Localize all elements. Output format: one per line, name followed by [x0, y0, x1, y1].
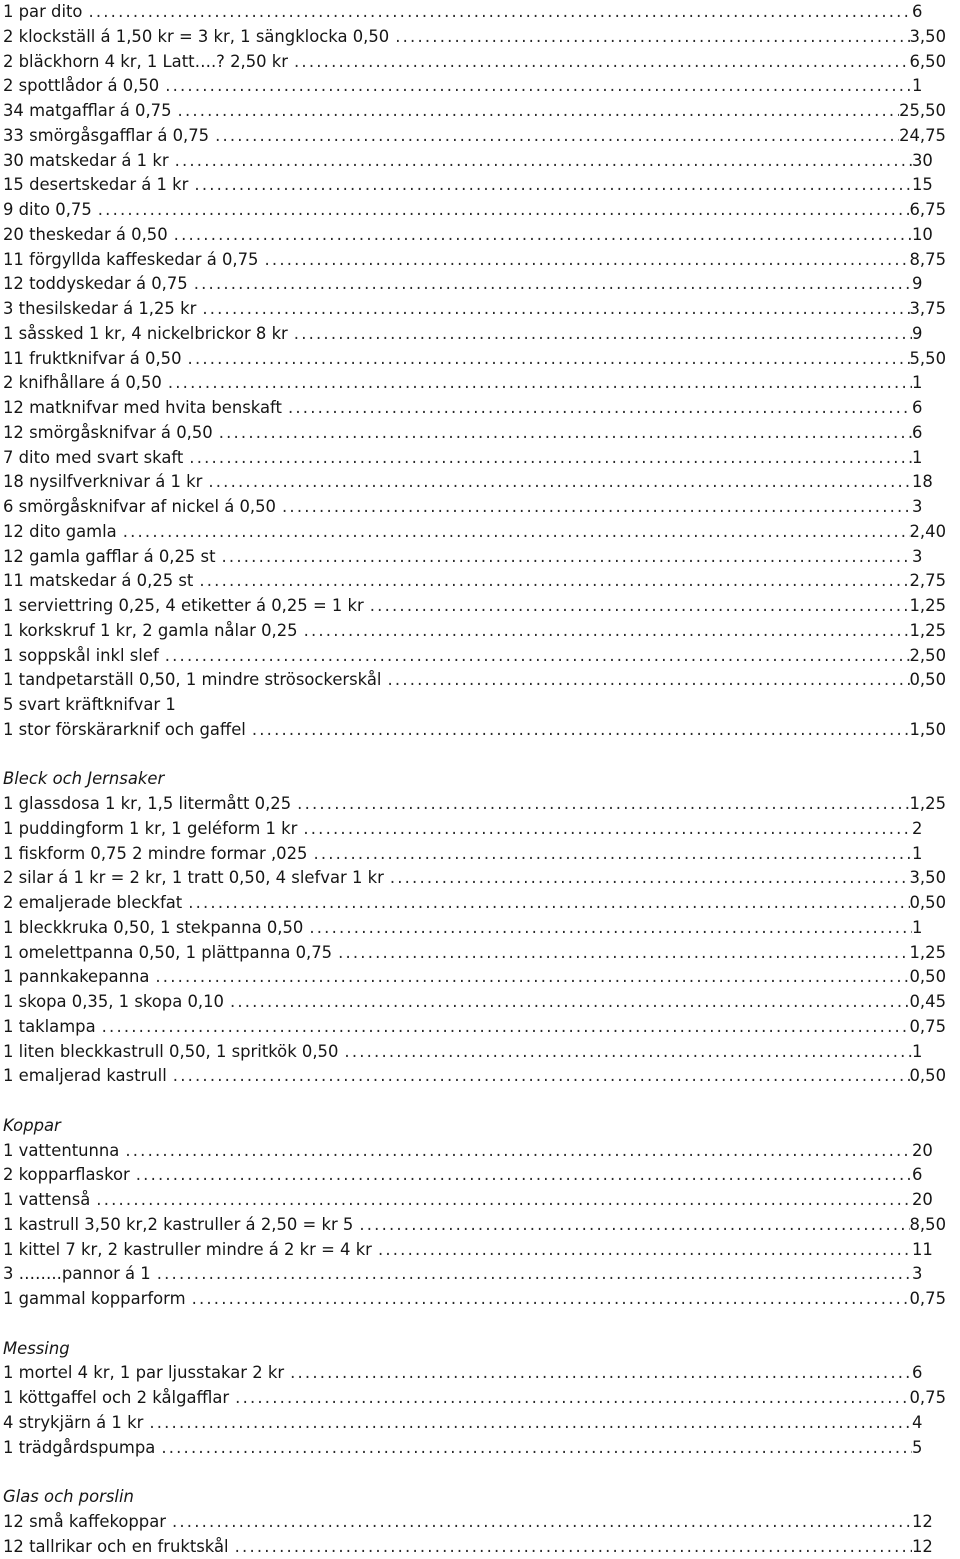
dot-leader	[169, 149, 912, 174]
dot-leader	[307, 842, 912, 867]
item-description: 1 köttgaffel och 2 kålgafflar	[3, 1386, 229, 1411]
item-description: 12 matknifvar med hvita benskaft	[3, 396, 282, 421]
item-amount: 6	[912, 396, 946, 421]
item-description: 2 silar á 1 kr = 2 kr, 1 tratt 0,50, 4 slefvar 1 kr	[3, 866, 384, 891]
item-description: 9 dito 0,75	[3, 198, 92, 223]
inventory-line	[3, 470, 946, 495]
item-description: 1 puddingform 1 kr, 1 geléform 1 kr	[3, 817, 297, 842]
inventory-line	[3, 866, 946, 891]
inventory-line	[3, 297, 946, 322]
item-description: 4 strykjärn á 1 kr	[3, 1411, 143, 1436]
item-amount: 1	[912, 371, 946, 396]
item-amount: 1,25	[910, 941, 947, 966]
inventory-line	[3, 1213, 946, 1238]
dot-leader	[159, 644, 910, 669]
item-amount: 24,75	[899, 124, 946, 149]
inventory-line	[3, 347, 946, 372]
inventory-line	[3, 1386, 946, 1411]
item-amount: 1	[912, 916, 946, 941]
item-amount: 6	[912, 1163, 946, 1188]
dot-leader	[193, 569, 909, 594]
dot-leader	[291, 792, 909, 817]
item-amount: 25,50	[899, 99, 946, 124]
item-description: 12 tallrikar och en fruktskål	[3, 1535, 229, 1559]
item-description: 1 emaljerad kastrull	[3, 1064, 167, 1089]
item-description: 1 taklampa	[3, 1015, 96, 1040]
item-amount: 9	[912, 272, 946, 297]
inventory-line	[3, 693, 946, 718]
item-description: 7 dito med svart skaft	[3, 446, 183, 471]
item-description: 1 bleckkruka 0,50, 1 stekpanna 0,50	[3, 916, 303, 941]
item-amount: 0,75	[910, 1287, 947, 1312]
inventory-line	[3, 1139, 946, 1164]
inventory-line	[3, 1436, 946, 1461]
inventory-line	[3, 1015, 946, 1040]
item-description: 1 stor förskärarknif och gaffel	[3, 718, 246, 743]
inventory-line	[3, 74, 946, 99]
inventory-line	[3, 545, 946, 570]
dot-leader	[130, 1163, 912, 1188]
dot-leader	[167, 1064, 910, 1089]
dot-leader	[389, 25, 909, 50]
item-description: 2 emaljerade bleckfat	[3, 891, 182, 916]
dot-leader	[338, 1040, 912, 1065]
inventory-line	[3, 371, 946, 396]
item-amount: 0,45	[910, 990, 947, 1015]
inventory-line	[3, 1040, 946, 1065]
section-heading: Bleck och Jernsaker	[3, 767, 946, 792]
inventory-section	[3, 1460, 946, 1559]
item-description: 1 tandpetarställ 0,50, 1 mindre strösockerskål	[3, 668, 382, 693]
inventory-line	[3, 916, 946, 941]
inventory-line	[3, 0, 946, 25]
inventory-line	[3, 644, 946, 669]
item-amount: 2,40	[910, 520, 947, 545]
inventory-line	[3, 891, 946, 916]
item-description: 1 trädgårdspumpa	[3, 1436, 155, 1461]
inventory-line	[3, 1188, 946, 1213]
section-heading: Glas och porslin	[3, 1485, 946, 1510]
item-amount: 1,25	[910, 792, 947, 817]
dot-leader	[172, 99, 900, 124]
dot-leader	[92, 198, 910, 223]
item-description: 1 skopa 0,35, 1 skopa 0,10	[3, 990, 224, 1015]
inventory-section	[3, 743, 946, 1090]
item-description: 2 knifhållare á 0,50	[3, 371, 162, 396]
inventory-section	[3, 1312, 946, 1461]
inventory-line	[3, 1238, 946, 1263]
inventory-line	[3, 1411, 946, 1436]
inventory-line	[3, 25, 946, 50]
section-spacer	[3, 743, 946, 768]
dot-leader	[288, 50, 909, 75]
dot-leader	[259, 248, 910, 273]
item-amount: 1,25	[910, 619, 947, 644]
item-description: 1 omelettpanna 0,50, 1 plättpanna 0,75	[3, 941, 332, 966]
dot-leader	[224, 990, 910, 1015]
dot-leader	[382, 668, 910, 693]
item-amount: 30	[912, 149, 946, 174]
item-amount: 3	[912, 545, 946, 570]
dot-leader	[364, 594, 910, 619]
item-description: 1 kittel 7 kr, 2 kastruller mindre á 2 kr = 4 kr	[3, 1238, 372, 1263]
inventory-line	[3, 520, 946, 545]
item-description: 1 kastrull 3,50 kr,2 kastruller á 2,50 = kr 5	[3, 1213, 353, 1238]
inventory-line	[3, 792, 946, 817]
dot-leader	[384, 866, 910, 891]
item-amount: 6	[912, 421, 946, 446]
item-amount: 20	[912, 1188, 946, 1213]
item-description: 2 klockställ á 1,50 kr = 3 kr, 1 sängklocka 0,50	[3, 25, 389, 50]
item-amount: 3,50	[910, 25, 947, 50]
dot-leader	[151, 1262, 912, 1287]
inventory-line	[3, 1535, 946, 1559]
dot-leader	[162, 371, 912, 396]
dot-leader	[182, 347, 910, 372]
item-amount: 10	[912, 223, 946, 248]
item-amount: 5,50	[910, 347, 947, 372]
dot-leader	[284, 1361, 912, 1386]
item-description: 1 pannkakepanna	[3, 965, 149, 990]
inventory-line	[3, 322, 946, 347]
dot-leader	[119, 1139, 912, 1164]
dot-leader	[188, 173, 912, 198]
inventory-line	[3, 50, 946, 75]
item-description: 3 ……..pannor á 1	[3, 1262, 151, 1287]
inventory-line	[3, 1064, 946, 1089]
item-amount: 2	[912, 817, 946, 842]
item-description: 1 liten bleckkastrull 0,50, 1 spritkök 0,50	[3, 1040, 338, 1065]
inventory-line	[3, 569, 946, 594]
dot-leader	[229, 1386, 909, 1411]
dot-leader	[298, 619, 910, 644]
inventory-line	[3, 842, 946, 867]
item-description: 6 smörgåsknifvar af nickel á 0,50	[3, 495, 276, 520]
item-description: 1 mortel 4 kr, 1 par ljusstakar 2 kr	[3, 1361, 284, 1386]
item-amount: 3	[912, 495, 946, 520]
item-description: 2 kopparflaskor	[3, 1163, 130, 1188]
dot-leader	[229, 1535, 912, 1559]
item-description: 1 vattenså	[3, 1188, 90, 1213]
dot-leader	[168, 223, 912, 248]
dot-leader	[155, 1436, 912, 1461]
inventory-line	[3, 149, 946, 174]
item-amount: 1	[912, 74, 946, 99]
item-amount: 3,50	[910, 866, 947, 891]
item-amount: 3	[912, 1262, 946, 1287]
inventory-line	[3, 421, 946, 446]
inventory-line	[3, 1361, 946, 1386]
item-description: 11 förgyllda kaffeskedar á 0,75	[3, 248, 259, 273]
item-description: 1 serviettring 0,25, 4 etiketter á 0,25 = 1 kr	[3, 594, 364, 619]
section-heading: Koppar	[3, 1114, 946, 1139]
dot-leader	[353, 1213, 909, 1238]
inventory-line	[3, 817, 946, 842]
inventory-line	[3, 594, 946, 619]
inventory-section	[3, 0, 946, 743]
item-description: 12 toddyskedar á 0,75	[3, 272, 188, 297]
dot-leader	[276, 495, 912, 520]
inventory-section	[3, 1089, 946, 1312]
item-amount: 1,25	[910, 594, 947, 619]
dot-leader	[166, 1510, 912, 1535]
item-amount: 11	[912, 1238, 946, 1263]
inventory-line	[3, 173, 946, 198]
item-description: 1 korkskruf 1 kr, 2 gamla nålar 0,25	[3, 619, 298, 644]
item-amount: 6,75	[910, 198, 947, 223]
dot-leader	[188, 272, 912, 297]
item-amount: 1	[912, 842, 946, 867]
dot-leader	[96, 1015, 910, 1040]
dot-leader	[196, 297, 909, 322]
item-amount: 2,75	[910, 569, 947, 594]
item-description: 1 glassdosa 1 kr, 1,5 litermått 0,25	[3, 792, 291, 817]
item-amount: 1,50	[910, 718, 947, 743]
dot-leader	[246, 718, 910, 743]
item-description: 11 fruktknifvar á 0,50	[3, 347, 182, 372]
section-heading: Messing	[3, 1337, 946, 1362]
item-amount: 0,50	[910, 668, 947, 693]
inventory-line	[3, 941, 946, 966]
item-amount: 8,50	[910, 1213, 947, 1238]
item-amount: 18	[912, 470, 946, 495]
dot-leader	[209, 124, 899, 149]
dot-leader	[288, 322, 912, 347]
item-amount: 4	[912, 1411, 946, 1436]
item-amount: 3,75	[910, 297, 947, 322]
item-amount: 0,75	[910, 1015, 947, 1040]
inventory-line	[3, 668, 946, 693]
dot-leader	[332, 941, 909, 966]
dot-leader	[282, 396, 912, 421]
item-description: 2 bläckhorn 4 kr, 1 Latt….? 2,50 kr	[3, 50, 288, 75]
item-amount: 6	[912, 0, 946, 25]
inventory-line	[3, 619, 946, 644]
item-amount: 20	[912, 1139, 946, 1164]
item-description: 20 theskedar á 0,50	[3, 223, 168, 248]
inventory-line	[3, 1510, 946, 1535]
item-amount: 5	[912, 1436, 946, 1461]
dot-leader	[216, 545, 912, 570]
item-description: 1 vattentunna	[3, 1139, 119, 1164]
inventory-line	[3, 446, 946, 471]
item-description: 18 nysilfverknivar á 1 kr	[3, 470, 202, 495]
item-amount: 12	[912, 1510, 946, 1535]
dot-leader	[297, 817, 912, 842]
item-description: 33 smörgåsgafflar á 0,75	[3, 124, 209, 149]
item-description: 2 spottlådor á 0,50	[3, 74, 159, 99]
item-description: 15 desertskedar á 1 kr	[3, 173, 188, 198]
section-spacer	[3, 1460, 946, 1485]
item-amount: 15	[912, 173, 946, 198]
dot-leader	[303, 916, 912, 941]
inventory-line	[3, 198, 946, 223]
item-amount: 0,50	[910, 1064, 947, 1089]
dot-leader	[117, 520, 910, 545]
item-amount: 12	[912, 1535, 946, 1559]
dot-leader	[183, 446, 912, 471]
item-description: 34 matgafflar á 0,75	[3, 99, 172, 124]
item-description: 12 dito gamla	[3, 520, 117, 545]
inventory-line	[3, 248, 946, 273]
dot-leader	[82, 0, 912, 25]
item-amount: 0,50	[910, 891, 947, 916]
inventory-line	[3, 1163, 946, 1188]
item-description: 12 smörgåsknifvar á 0,50	[3, 421, 213, 446]
item-description: 1 par dito	[3, 0, 82, 25]
inventory-line	[3, 990, 946, 1015]
inventory-line	[3, 718, 946, 743]
item-description: 30 matskedar á 1 kr	[3, 149, 169, 174]
dot-leader	[159, 74, 912, 99]
inventory-line	[3, 1287, 946, 1312]
item-amount: 0,75	[910, 1386, 947, 1411]
item-amount: 6,50	[910, 50, 947, 75]
dot-leader	[372, 1238, 912, 1263]
inventory-line	[3, 272, 946, 297]
inventory-line	[3, 495, 946, 520]
dot-leader	[186, 1287, 910, 1312]
item-description: 1 fiskform 0,75 2 mindre formar ,025	[3, 842, 307, 867]
section-spacer	[3, 1312, 946, 1337]
item-amount: 9	[912, 322, 946, 347]
item-amount: 2,50	[910, 644, 947, 669]
item-description: 3 thesilskedar á 1,25 kr	[3, 297, 196, 322]
inventory-line	[3, 124, 946, 149]
item-amount: 1	[912, 446, 946, 471]
inventory-line	[3, 99, 946, 124]
item-description: 1 såssked 1 kr, 4 nickelbrickor 8 kr	[3, 322, 288, 347]
item-description: 5 svart kräftknifvar 1	[3, 695, 176, 714]
item-amount: 6	[912, 1361, 946, 1386]
section-spacer	[3, 1089, 946, 1114]
inventory-line	[3, 1262, 946, 1287]
dot-leader	[90, 1188, 912, 1213]
inventory-line	[3, 396, 946, 421]
item-description: 1 gammal kopparform	[3, 1287, 186, 1312]
dot-leader	[213, 421, 912, 446]
item-description: 11 matskedar á 0,25 st	[3, 569, 193, 594]
dot-leader	[143, 1411, 912, 1436]
item-amount: 1	[912, 1040, 946, 1065]
inventory-line	[3, 965, 946, 990]
item-amount: 0,50	[910, 965, 947, 990]
inventory-line	[3, 223, 946, 248]
dot-leader	[149, 965, 909, 990]
dot-leader	[182, 891, 909, 916]
item-description: 12 gamla gafflar á 0,25 st	[3, 545, 216, 570]
item-description: 12 små kaffekoppar	[3, 1510, 166, 1535]
item-description: 1 soppskål inkl slef	[3, 644, 159, 669]
item-amount: 8,75	[910, 248, 947, 273]
dot-leader	[202, 470, 912, 495]
